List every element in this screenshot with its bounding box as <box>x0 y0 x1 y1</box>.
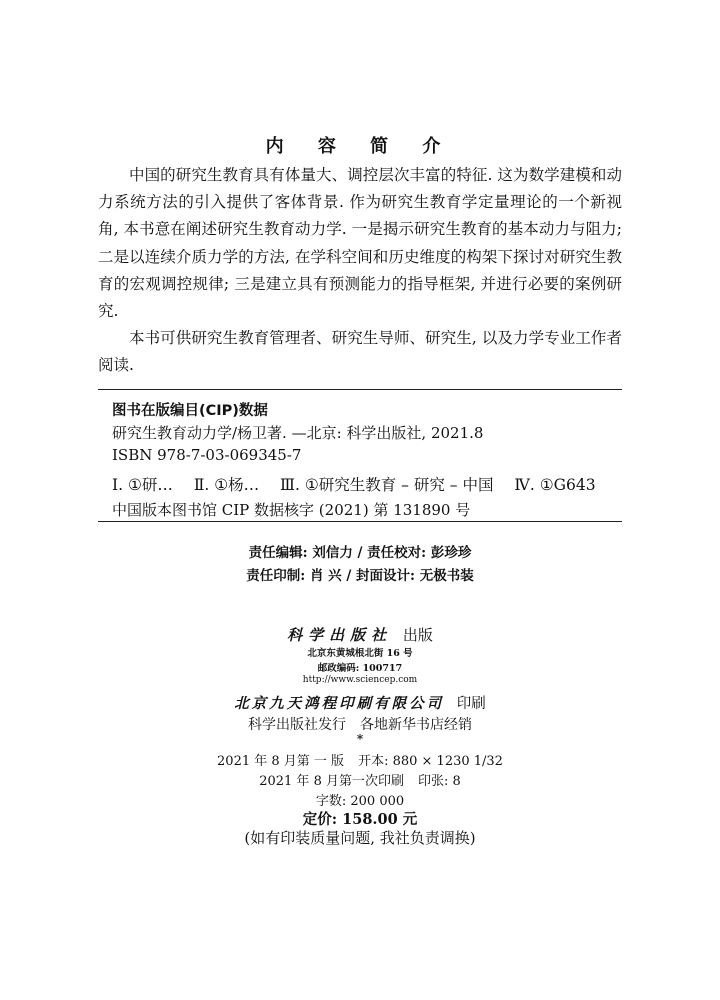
cip-class-1: Ⅰ. ①研… <box>112 476 173 494</box>
cip-class-3: Ⅲ. ①研究生教育 – 研究 – 中国 <box>280 476 494 494</box>
cip-heading: 图书在版编目(CIP)数据 <box>112 403 268 419</box>
distribution-issuer: 科学出版社发行 <box>248 717 346 733</box>
printing-info: 2021 年 8 月第一次印刷 <box>259 774 404 789</box>
distribution-line <box>0 714 720 734</box>
cip-class-2: Ⅱ. ①杨… <box>193 476 260 494</box>
production-credits: 责任印制: 肖 兴 / 封面设计: 无极书装 <box>246 568 474 584</box>
cip-verification: 中国版本图书馆 CIP 数据核字 (2021) 第 131890 号 <box>112 501 471 519</box>
printing-line <box>0 770 720 789</box>
quality-notice: (如有印装质量问题, 我社负责调换) <box>244 829 476 847</box>
cip-bottom-rule <box>98 521 622 522</box>
edition-info: 2021 年 8 月第 一 版 <box>217 754 345 769</box>
separator-star: * <box>356 732 364 746</box>
publisher-website: http://www.sciencep.com <box>302 675 418 685</box>
cip-isbn: ISBN 978-7-03-069345-7 <box>112 446 302 464</box>
intro-paragraph-1: 中国的研究生教育具有体量大、调控层次丰富的特征. 这为数学建模和动力系统方法的引入提供了客体背景. 作为研究生教育学定量理论的一个新视角, 本书意在阐述研究生教育动力学. 一是揭示研究生教育的基本动力与阻力; 二是以连续介质力学的方法, 在学科空间和历史维度的构架下探讨对研究生教育的宏观调控规律; 三是建立具有预测能力的指导框架, 并进行必要的案例研究. <box>98 166 622 321</box>
cip-classification <box>112 473 596 495</box>
word-count: 字数: 200 000 <box>315 794 405 809</box>
editor-credits: 责任编辑: 刘信力 / 责任校对: 彭珍珍 <box>248 545 472 561</box>
introduction <box>98 162 622 380</box>
publisher-address: 北京东黄城根北街 16 号 <box>307 648 413 659</box>
printer-line <box>0 692 720 713</box>
cip-record: 研究生教育动力学/杨卫著. —北京: 科学出版社, 2021.8 <box>112 424 484 442</box>
sheets-info: 印张: 8 <box>417 774 461 789</box>
page-title: 内 容 简 介 <box>265 136 455 157</box>
distribution-sellers: 各地新华书店经销 <box>360 717 472 733</box>
publisher-line <box>0 624 720 645</box>
price: 定价: 158.00 元 <box>302 811 418 828</box>
intro-paragraph-2: 本书可供研究生教育管理者、研究生导师、研究生, 以及力学专业工作者阅读. <box>98 329 622 375</box>
printer-suffix: 印刷 <box>456 696 486 712</box>
publisher-postcode: 邮政编码: 100717 <box>317 663 403 674</box>
cip-top-rule <box>98 389 622 390</box>
edition-line <box>0 750 720 769</box>
cip-class-4: Ⅳ. ①G643 <box>514 476 596 494</box>
publisher-suffix: 出版 <box>402 626 433 644</box>
publisher-name: 科学出版社 <box>287 626 393 644</box>
printer-name: 北京九天鸿程印刷有限公司 <box>234 695 445 712</box>
format-info: 开本: 880 × 1230 1/32 <box>358 754 503 769</box>
